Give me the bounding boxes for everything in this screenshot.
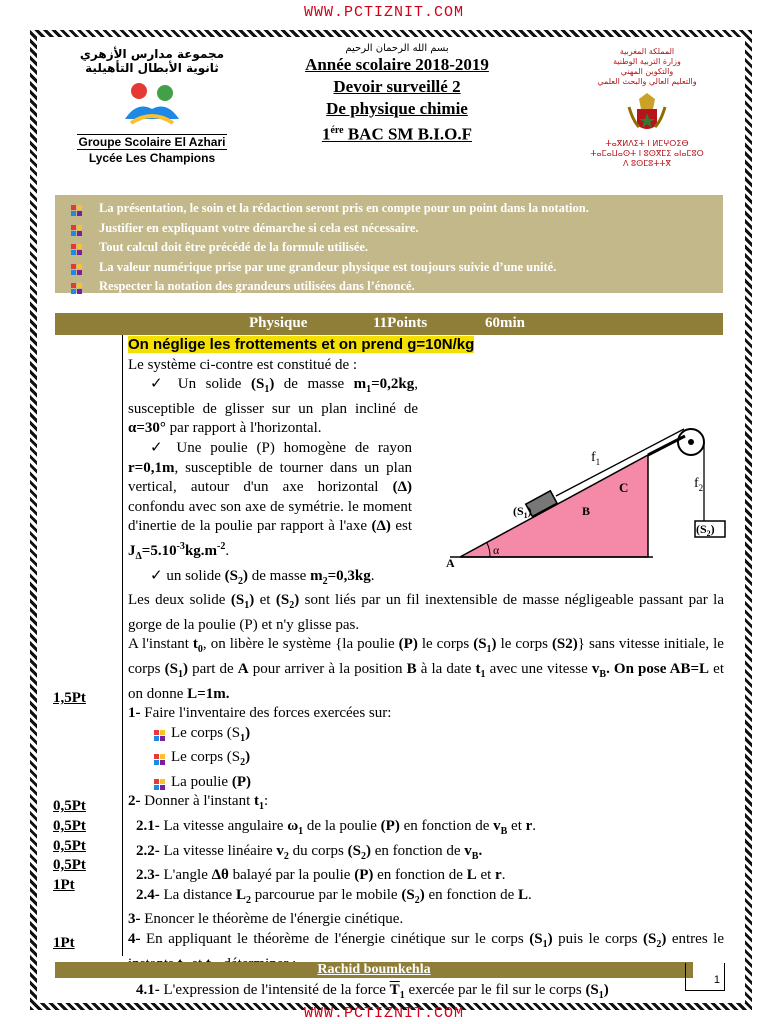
basmala: بسم الله الرحمان الرحيم xyxy=(345,43,449,54)
section-time: 60min xyxy=(485,315,526,331)
site-url-bottom[interactable]: WWW.PCTIZNIT.COM xyxy=(303,1005,465,1022)
points-q41: 1Pt xyxy=(53,935,75,951)
bullet-icon xyxy=(71,242,82,253)
class-track: BAC SM B.I.O.F xyxy=(343,124,473,144)
arabic-group-name: مجموعة مدارس الأزهري xyxy=(79,47,225,61)
instruction-text: Justifier en expliquant votre démarche si cela est nécessaire. xyxy=(99,220,419,235)
bullet-icon xyxy=(71,203,82,214)
label-B: B xyxy=(582,504,591,518)
instruction-item xyxy=(55,199,723,219)
label-alpha: α xyxy=(493,543,500,557)
exam-name: Devoir surveillé 2 xyxy=(333,77,461,96)
bullet-icon xyxy=(154,752,165,763)
school-name: Groupe Scolaire El Azhari xyxy=(78,135,226,149)
label-s1: $(S_1)$ xyxy=(513,504,532,520)
initial-conditions: A l'instant $t_0$, on libère le système {la poulie (P) le corps $(S_1)$ le corps (S2)} sans vitesse initiale, le corps $(S_1)$ part de A pour arriver à la position B à la date $t_1$ avec une vitesse $v_B$. On pose AB=L et on donne L=1m. xyxy=(128,636,724,702)
label-A: A xyxy=(446,556,455,567)
hypothesis-line xyxy=(128,335,724,356)
question-3: 3- Enoncer le théorème de l'énergie cinétique. xyxy=(128,911,404,928)
lycee-name: Lycée Les Champions xyxy=(88,151,216,165)
site-url-top[interactable]: WWW.PCTIZNIT.COM xyxy=(303,4,465,21)
tifinagh-line3: ⴷ ⵓⵙⵎⵓⵜⵜⴳ xyxy=(623,159,671,168)
exercise-body xyxy=(128,335,724,1006)
tifinagh-line1: ⵜⴰⴳⵍⴷⵉⵜ ⵏ ⵍⵎⵖⵔⵉⴱ xyxy=(605,139,689,148)
bullet-icon xyxy=(71,262,82,273)
question-1: 1- Faire l'inventaire des forces exercées sur: xyxy=(128,705,392,722)
tifinagh-line2: ⵜⴰⵎⴰⵡⴰⵙⵜ ⵏ ⵓⵙⴳⵎⵉ ⴰⵏⴰⵎⵓⵔ xyxy=(590,149,704,158)
instruction-text: La présentation, le soin et la rédaction seront pris en compte pour un point dans la notation. xyxy=(99,201,589,215)
question-4-1: 4.1- L'expression de l'intensité de la force $\overline{T}_1$ exercée par le fil sur le corps $(S_1)$ xyxy=(136,982,609,1002)
instruction-item xyxy=(55,219,723,239)
question-2: 2- Donner à l'instant $t_1$: xyxy=(128,793,269,813)
ministry-header xyxy=(572,47,722,169)
label-f1: $f_1$ xyxy=(591,450,601,467)
points-q24: 0,5Pt xyxy=(53,857,86,873)
exam-class xyxy=(272,120,522,146)
s2-description: ✓ un solide $(S_2)$ de masse $m_2=0,3kg$. xyxy=(150,567,375,587)
exam-subject: De physique chimie xyxy=(326,99,468,118)
section-points: 11Points xyxy=(373,315,428,331)
instruction-text: Tout calcul doit être précédé de la formule utilisée. xyxy=(99,240,369,254)
points-q1: 1,5Pt xyxy=(53,690,86,706)
instruction-text: Respecter la notation des grandeurs utilisées dans l’énoncé. xyxy=(99,279,415,293)
q1-item-s2: Le corps $(S_2)$ xyxy=(128,748,724,773)
class-year-suffix: ére xyxy=(330,125,344,136)
page-inner xyxy=(37,37,745,1003)
pulley-description: ✓ Une poulie (P) homogène de rayon r=0,1m, susceptible de tourner dans un plan vertical, autour d'un axe horizontal (Δ) confondu avec son axe de symétrie. le moment d'inertie de la poulie par rapport à l'axe (Δ) est $J_\Delta=5.10^{-3}kg.m^{-2}$. xyxy=(128,439,412,562)
instruction-item xyxy=(55,238,723,258)
label-f2: $f_2$ xyxy=(694,476,704,493)
label-C: C xyxy=(619,480,629,495)
bullet-icon xyxy=(154,728,165,739)
points-q22: 0,5Pt xyxy=(53,818,86,834)
section-bar xyxy=(55,313,723,335)
bullet-icon xyxy=(71,223,82,234)
question-2-2: 2.2- La vitesse linéaire $v_2$ du corps $(S_2)$ en fonction de $v_B$. xyxy=(136,842,483,862)
s1-description: ✓ Un solide $(S_1)$ de masse $m_1=0,2kg$, susceptible de glisser sur un plan incliné de α=30° par rapport à l'horizontal. xyxy=(128,376,419,437)
school-header xyxy=(57,47,247,165)
question-2-4: 2.4- La distance $L_2$ parcourue par le mobile $(S_2)$ en fonction de L. xyxy=(136,886,532,906)
hypothesis-highlight: On néglige les frottements et on prend g=10N/kg xyxy=(128,336,475,353)
class-year: 1 xyxy=(321,124,331,144)
intro-line: Le système ci-contre est constitué de : xyxy=(128,356,358,373)
q1-item-pulley: La poulie (P) xyxy=(128,773,724,793)
school-year: Année scolaire 2018-2019 xyxy=(305,55,489,74)
question-2-3: 2.3- L'angle Δθ balayé par la poulie (P) en fonction de L et r. xyxy=(136,867,506,884)
label-s2: $(S_2)$ xyxy=(696,522,715,538)
exam-title-block xyxy=(272,43,522,146)
page-frame xyxy=(30,30,752,1010)
points-q3: 1Pt xyxy=(53,877,75,893)
ministry-line3: والتكوين المهني xyxy=(620,67,674,76)
ministry-line4: والتعليم العالي والبحث العلمي xyxy=(597,77,697,86)
section-name: Physique xyxy=(249,315,308,331)
page-number: 1 xyxy=(685,963,725,991)
bullet-icon xyxy=(154,777,165,788)
ministry-line1: المملكة المغربية xyxy=(619,47,675,56)
author-bar: Rachid boumkehla xyxy=(55,962,693,978)
ministry-line2: وزارة التربية الوطنية xyxy=(613,57,681,66)
link-description: Les deux solide $(S_1)$ et $(S_2)$ sont liés par un fil inextensible de masse négligeable passant par la gorge de la poulie (P) et n'y glisse pas. xyxy=(128,592,724,633)
instructions-box xyxy=(55,195,723,293)
points-q21: 0,5Pt xyxy=(53,798,86,814)
q1-item-s1: Le corps $(S_1)$ xyxy=(128,724,724,749)
bullet-icon xyxy=(71,281,82,292)
margin-divider xyxy=(122,335,123,956)
instruction-text: La valeur numérique prise par une grandeur physique est toujours suivie d’une unité. xyxy=(99,259,557,274)
instruction-item xyxy=(55,277,723,297)
instruction-item xyxy=(55,258,723,278)
question-2-1: 2.1- La vitesse angulaire $\omega_1$ de la poulie (P) en fonction de $v_B$ et r. xyxy=(136,818,537,838)
kingdom-crest-icon xyxy=(625,91,669,135)
arabic-lycee-name: ثانوية الأبطال التأهيلية xyxy=(85,61,219,75)
points-q23: 0,5Pt xyxy=(53,838,86,854)
school-logo-icon xyxy=(117,79,187,131)
question-4: 4- En appliquant le théorème de l'énergie cinétique sur le corps $(S_1)$ puis le corps $(S_2)$ entres le xyxy=(128,931,725,951)
